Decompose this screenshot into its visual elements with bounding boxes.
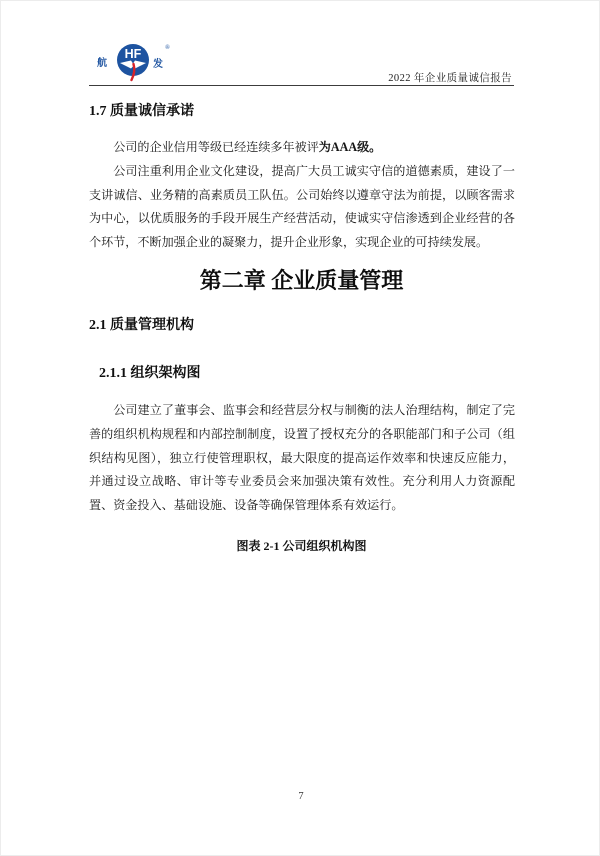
page-number: 7 (298, 791, 304, 802)
paragraph-governance: 公司建立了董事会、监事会和经营层分权与制衡的法人治理结构，制定了完善的组织机构规程和内部控制制度，设置了授权充分的各职能部门和子公司（组织结构见图），独立行使管理职权，最大限度的提高运作效率和快速反应能力，并通过设立战略、审计等专业委员会来加强决策有效性。充分利用人力资源配置、资金投入、基础设施、设备等确保管理体系有效运行。 (89, 403, 515, 513)
section-heading-2-1: 2.1 质量管理机构 (89, 318, 194, 333)
logo-left-char: 航 (97, 58, 107, 69)
figure-caption: 图表 2-1 公司组织机构图 (236, 539, 367, 553)
report-header-title: 2022 年企业质量诚信报告 (388, 73, 512, 84)
logo-right-char: 发 (153, 59, 163, 70)
section-1-7-text (89, 136, 515, 255)
company-logo (95, 39, 175, 85)
paragraph-credit-rating-normal: 公司的企业信用等级已经连续多年被评 (113, 140, 319, 154)
company-logo-icon (95, 39, 175, 85)
paragraph-credit-rating-bold: 为AAA级。 (318, 140, 382, 154)
paragraph-integrity-culture: 公司注重利用企业文化建设，提高广大员工诚实守信的道德素质，建设了一支讲诚信、业务精的高素质员工队伍。公司始终以遵章守法为前提，以顾客需求为中心，以优质服务的手段开展生产经营活动，使诚实守信渗透到企业经营的各个环节，不断加强企业的凝聚力，提升企业形象，实现企业的可持续发展。 (89, 163, 515, 250)
section-heading-1-7: 1.7 质量诚信承诺 (89, 104, 194, 119)
section-2-1-1-text (89, 399, 515, 518)
registered-trademark-icon: ® (165, 44, 170, 51)
paragraph-credit-rating (89, 136, 515, 160)
header-divider (89, 85, 514, 86)
section-heading-2-1-1: 2.1.1 组织架构图 (99, 366, 201, 381)
chapter-heading: 第二章 企业质量管理 (199, 268, 404, 293)
logo-monogram: HF (124, 47, 142, 61)
